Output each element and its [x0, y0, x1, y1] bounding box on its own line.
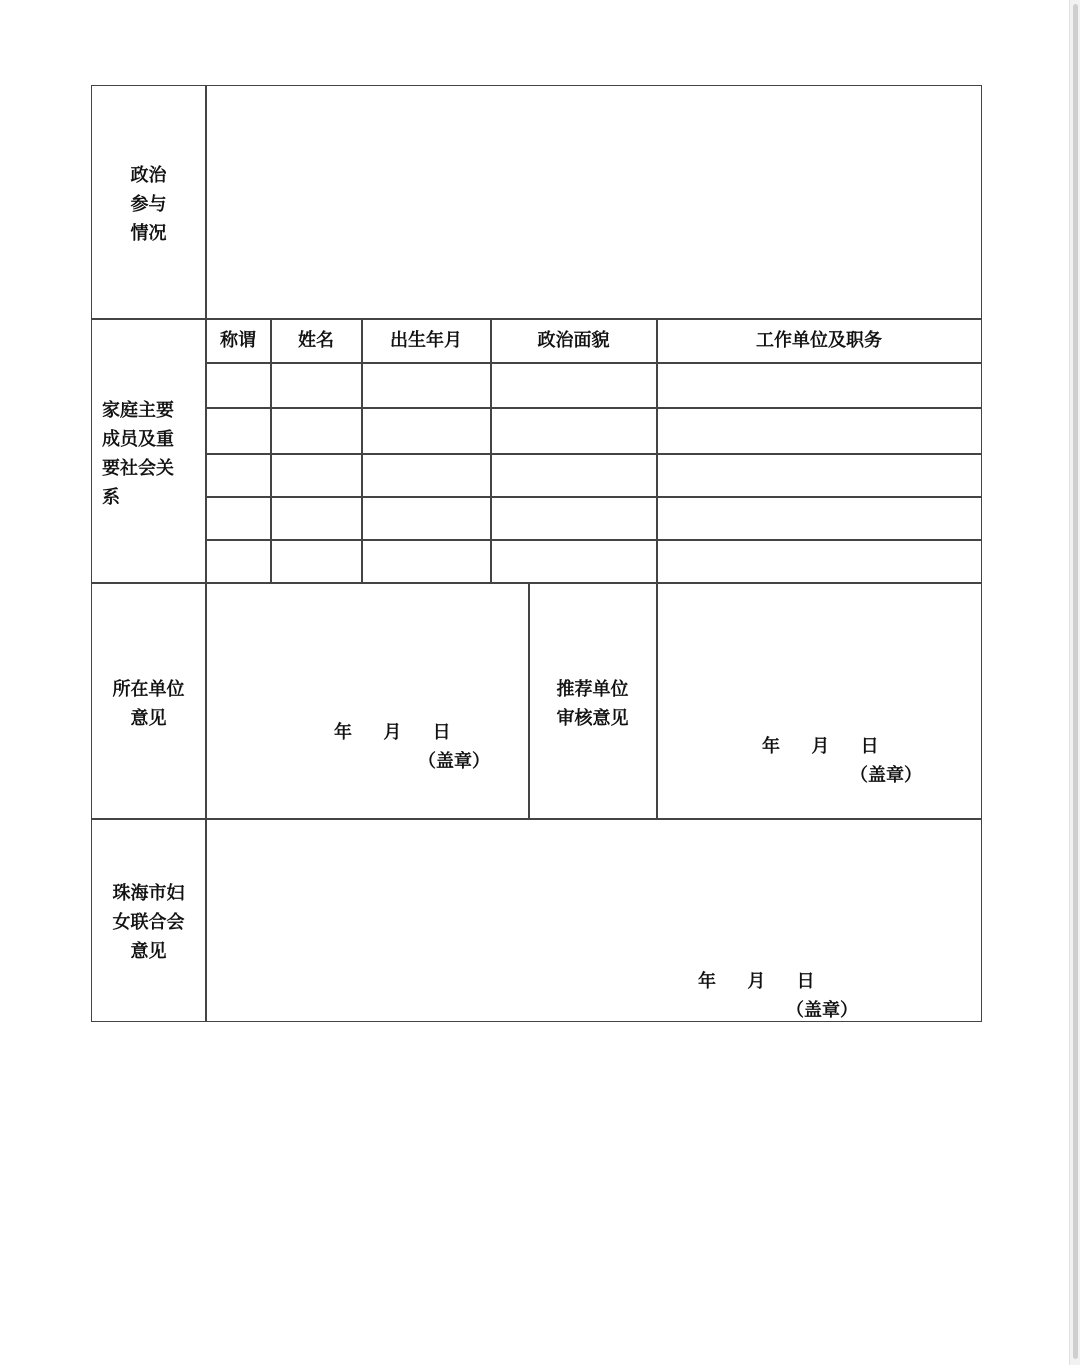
unit-opinion-date: 年 月 日: [334, 722, 451, 743]
header-relation: 称谓: [220, 330, 256, 351]
family-row-1-political[interactable]: [492, 364, 655, 406]
family-row-2-relation[interactable]: [207, 409, 269, 452]
family-row-4-workplace[interactable]: [658, 498, 980, 538]
federation-opinion-field[interactable]: [207, 820, 980, 1020]
federation-opinion-seal: （盖章）: [786, 1000, 858, 1021]
family-row-4-relation[interactable]: [207, 498, 269, 538]
family-row-3-name[interactable]: [272, 455, 360, 495]
unit-opinion-seal: （盖章）: [418, 751, 490, 772]
header-birth-date: 出生年月: [390, 330, 462, 351]
family-row-5-relation[interactable]: [207, 541, 269, 581]
political-participation-field[interactable]: [207, 87, 980, 317]
family-row-4-name[interactable]: [272, 498, 360, 538]
recommend-opinion-field[interactable]: [658, 584, 980, 817]
family-row-2-workplace[interactable]: [658, 409, 980, 452]
recommend-opinion-label: 推荐单位 审核意见: [556, 679, 629, 729]
federation-opinion-label: 珠海市妇 女联合会 意见: [112, 883, 185, 962]
family-row-1-birth[interactable]: [363, 364, 489, 406]
family-row-1-relation[interactable]: [207, 364, 269, 406]
family-row-3-relation[interactable]: [207, 455, 269, 495]
header-name: 姓名: [298, 330, 334, 351]
family-row-3-workplace[interactable]: [658, 455, 980, 495]
scrollbar-thumb[interactable]: [1073, 4, 1078, 1359]
political-participation-label: 政治 参与 情况: [130, 165, 167, 244]
unit-opinion-label: 所在单位 意见: [112, 679, 185, 729]
family-row-4-political[interactable]: [492, 498, 655, 538]
family-row-3-birth[interactable]: [363, 455, 489, 495]
recommend-opinion-seal: （盖章）: [850, 765, 922, 786]
family-row-2-birth[interactable]: [363, 409, 489, 452]
family-row-5-birth[interactable]: [363, 541, 489, 581]
family-row-2-name[interactable]: [272, 409, 360, 452]
family-row-5-name[interactable]: [272, 541, 360, 581]
recommend-opinion-date: 年 月 日: [762, 736, 879, 757]
family-row-1-workplace[interactable]: [658, 364, 980, 406]
header-political-status: 政治面貌: [537, 330, 610, 351]
family-row-1-name[interactable]: [272, 364, 360, 406]
header-workplace-position: 工作单位及职务: [756, 330, 882, 351]
family-row-5-workplace[interactable]: [658, 541, 980, 581]
family-row-3-political[interactable]: [492, 455, 655, 495]
family-row-2-political[interactable]: [492, 409, 655, 452]
family-members-label: 家庭主要 成员及重 要社会关 系: [102, 400, 174, 508]
application-form-table: [91, 85, 982, 1022]
federation-opinion-date: 年 月 日: [698, 971, 815, 992]
unit-opinion-field[interactable]: [207, 584, 527, 817]
family-row-4-birth[interactable]: [363, 498, 489, 538]
family-row-5-political[interactable]: [492, 541, 655, 581]
vertical-scrollbar[interactable]: [1069, 0, 1080, 1365]
